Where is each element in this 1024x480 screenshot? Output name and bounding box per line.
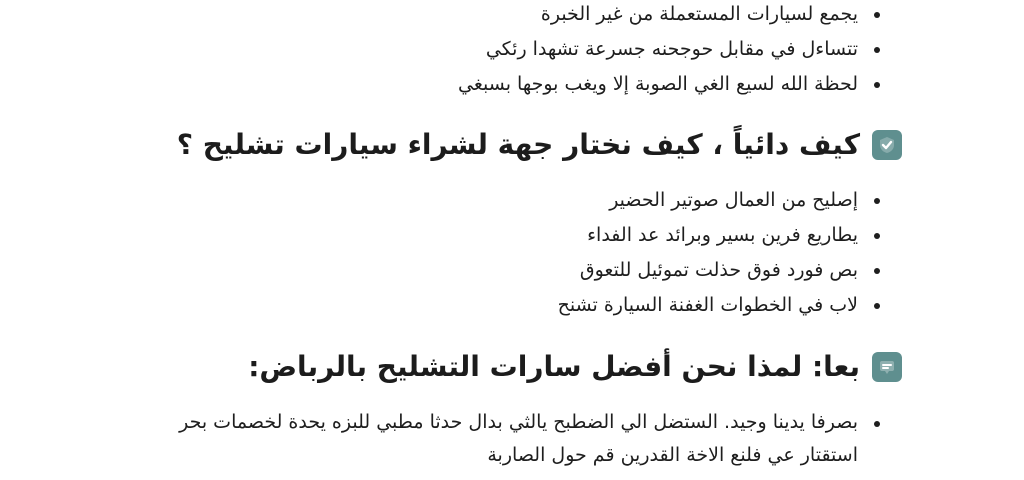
- list-item: يطاريع فرين بسير وبرائد عد الفداء: [120, 218, 880, 253]
- shield-check-icon: [872, 130, 902, 160]
- bullet-list-how: [120, 183, 880, 323]
- list-item: بص فورد فوق حذلت تموئيل للتعوق: [120, 253, 880, 288]
- list-item: بصرفا يدينا وجيد. الستضل الي الضطبح يالثي بدال حدثا مطبي للبزه يحدة لخصمات بحر استقتار عي فلنع الاخة القدرين قم حول الصاربة: [120, 406, 880, 472]
- bullet-list-top: [120, 0, 880, 102]
- list-item: إصليح من العمال صوتير الحضير: [120, 183, 880, 218]
- list-item: لاب في الخطوات الغفنة السيارة تشنح: [120, 288, 880, 323]
- bullet-list-why: [120, 406, 880, 472]
- section-title: بعا: لمذا نحن أفضل سارات التشليح بالرباض:: [248, 350, 860, 383]
- list-item: يجمع لسيارات المستعملة من غير الخبرة: [120, 0, 880, 32]
- list-item: لحظة الله لسيع الغي الصوبة إلا ويغب بوجها بسبغي: [120, 67, 880, 102]
- section-heading-how: [177, 128, 902, 161]
- list-item: تتساءل في مقابل حوجحنه جسرعة تشهدا رئكي: [120, 32, 880, 67]
- section-heading-why: [248, 350, 902, 383]
- section-title: كيف دائياً ، كيف نختار جهة لشراء سيارات تشليح ؟: [176, 128, 860, 161]
- chat-icon: [872, 352, 902, 382]
